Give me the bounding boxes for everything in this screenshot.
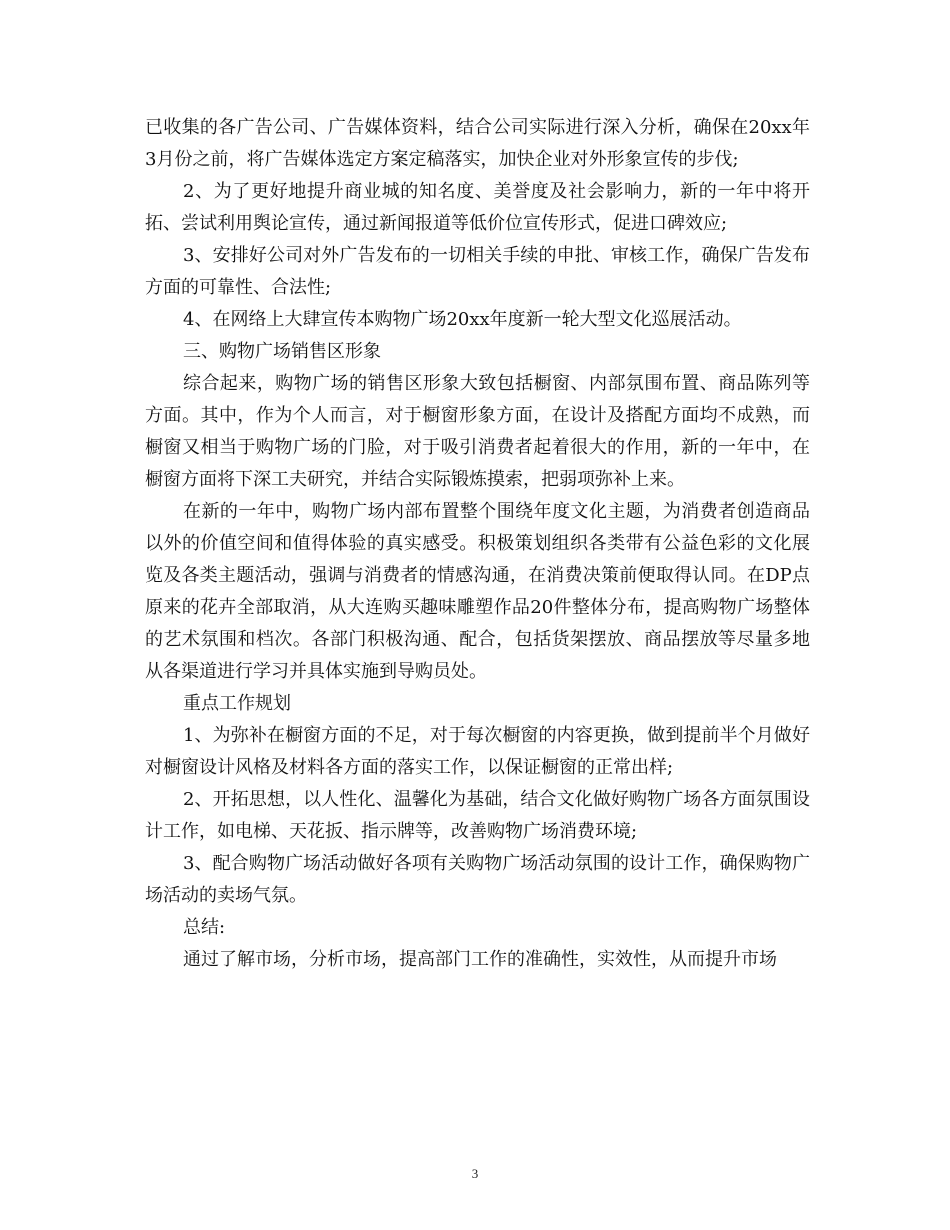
paragraph: 4、在网络上大肆宣传本购物广场20xx年度新一轮大型文化巡展活动。 (183, 309, 742, 330)
paragraph: 3、安排好公司对外广告发布的一切相关手续的申批、审核工作，确保广告发布方面的可靠性、合法性; (145, 245, 810, 298)
document-body (145, 112, 810, 976)
paragraph: 在新的一年中，购物广场内部布置整个围绕年度文化主题，为消费者创造商品以外的价值空间和值得体验的真实感受。积极策划组织各类带有公益色彩的文化展览及各类主题活动，强调与消费者的情感沟通，在消费决策前便取得认同。在DP点原来的花卉全部取消，从大连购买趣味雕塑作品20件整体分布，提高购物广场整体的艺术氛围和档次。各部门积极沟通、配合，包括货架摆放、商品摆放等尽量多地从各渠道进行学习并具体实施到导购员处。 (145, 501, 810, 682)
section-heading: 总结: (183, 917, 226, 938)
paragraph: 综合起来，购物广场的销售区形象大致包括橱窗、内部氛围布置、商品陈列等方面。其中，作为个人而言，对于橱窗形象方面，在设计及搭配方面均不成熟，而橱窗又相当于购物广场的门脸，对于吸引消费者起着很大的作用，新的一年中，在橱窗方面将下深工夫研究，并结合实际锻炼摸索，把弱项弥补上来。 (145, 373, 810, 490)
paragraph: 2、为了更好地提升商业城的知名度、美誉度及社会影响力，新的一年中将开拓、尝试利用舆论宣传，通过新闻报道等低价位宣传形式，促进口碑效应; (145, 181, 810, 234)
page-number: 3 (471, 1166, 479, 1181)
paragraph: 1、为弥补在橱窗方面的不足，对于每次橱窗的内容更换，做到提前半个月做好对橱窗设计风格及材料各方面的落实工作，以保证橱窗的正常出样; (145, 725, 810, 778)
section-heading: 三、购物广场销售区形象 (183, 341, 381, 362)
section-heading: 重点工作规划 (183, 693, 291, 714)
paragraph: 3、配合购物广场活动做好各项有关购物广场活动氛围的设计工作，确保购物广场活动的卖场气氛。 (145, 853, 810, 906)
paragraph: 2、开拓思想，以人性化、温馨化为基础，结合文化做好购物广场各方面氛围设计工作，如电梯、天花扳、指示牌等，改善购物广场消费环境; (145, 789, 810, 842)
paragraph: 通过了解市场，分析市场，提高部门工作的准确性，实效性，从而提升市场 (183, 949, 777, 970)
paragraph: 已收集的各广告公司、广告媒体资料，结合公司实际进行深入分析，确保在20xx年3月份之前，将广告媒体选定方案定稿落实，加快企业对外形象宣传的步伐; (145, 117, 810, 170)
